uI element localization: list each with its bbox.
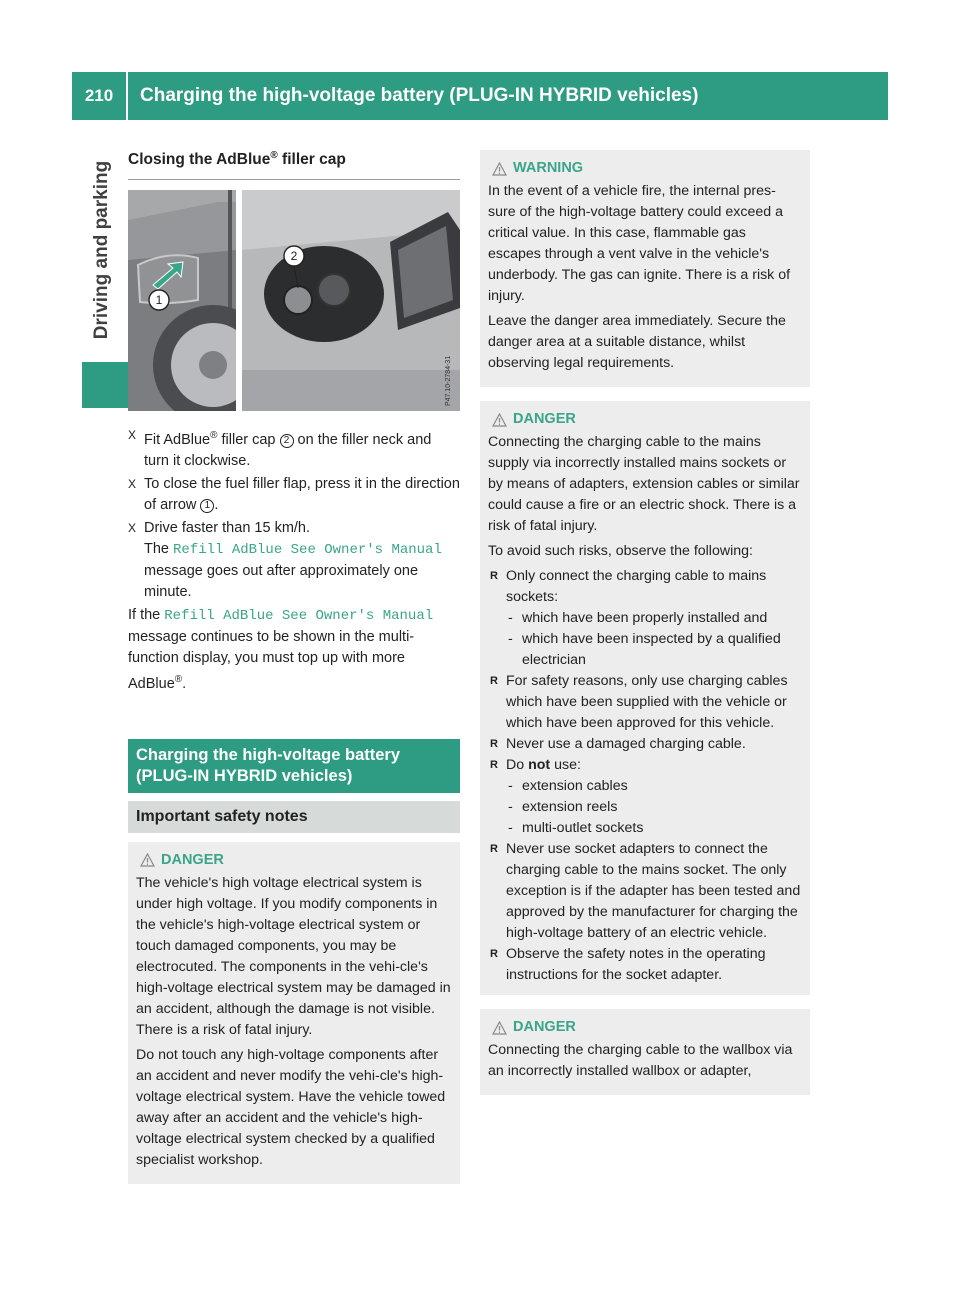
list-item: R Only connect the charging cable to mains sockets:: [490, 568, 767, 605]
side-tab-marker: [82, 362, 128, 408]
dash-icon: -: [508, 631, 513, 647]
danger-notice-mains-sockets: [480, 401, 810, 995]
danger-notice-high-voltage: [128, 842, 460, 1184]
alert-header: [140, 850, 452, 871]
dash-icon: -: [508, 799, 513, 815]
alert-text: Leave the danger area immediately. Secure the danger area at a suitable distance, whilst observing legal requirements.: [488, 313, 786, 371]
alert-header: [492, 1017, 802, 1038]
sub-list-item: - which have been inspected by a qualified electrician: [508, 631, 781, 668]
instruction-step-2: X To close the fuel filler flap, press it in the direction of arrow 1 .: [128, 475, 460, 513]
alert-label: DANGER: [161, 851, 224, 868]
bullet-icon: R: [490, 738, 498, 750]
sub-list-item: - which have been properly installed and: [488, 608, 802, 629]
page-number: 210: [84, 86, 114, 105]
sub-list-item: - extension cables: [488, 776, 802, 797]
instruction-step-3: X Drive faster than 15 km/h. The Refill AdBlue See Owner's Manual message goes out after approximately one minute.: [128, 519, 442, 600]
left-column: [128, 150, 460, 1184]
subsection-box-safety: Important safety notes: [128, 801, 460, 833]
warning-triangle-icon: [492, 413, 507, 427]
list-item: R Never use a damaged charging cable.: [488, 734, 802, 755]
step-arrow-icon: X: [128, 428, 137, 443]
sub-list-item: - extension reels: [488, 797, 802, 818]
dash-icon: -: [508, 778, 513, 794]
adblue-filler-figure: [128, 190, 460, 411]
list-item: R Observe the safety notes in the operating instructions for the socket adapter.: [490, 946, 766, 983]
side-section-label: Driving and parking: [91, 160, 112, 340]
instruction-step-1: X Fit AdBlue® filler cap 2 on the filler neck and turn it clockwise.: [128, 425, 460, 472]
warning-triangle-icon: [492, 1021, 507, 1035]
page-title: Charging the high-voltage battery (PLUG-IN HYBRID vehicles): [140, 85, 699, 106]
alert-header: [492, 158, 802, 179]
right-column: [480, 150, 810, 1095]
display-message: Refill AdBlue See Owner's Manual: [164, 607, 434, 624]
list-item: R Never use socket adapters to connect the charging cable to the mains socket. The only exception is if the adapter has been tested and approved by the manufacturer for charging the high-voltage battery of an electric vehicle.: [490, 841, 801, 941]
list-item: R Do not use:: [488, 755, 802, 776]
list-item: R For safety reasons, only use charging cables which have been supplied with the vehicle or which have been approved for this vehicle.: [490, 673, 788, 731]
step-arrow-icon: X: [128, 476, 137, 491]
alert-header: [492, 409, 802, 430]
alert-text: Do not touch any high-voltage components after an accident and never modify the vehi-cle's high-voltage electrical system. Have the vehicle towed away after an accident and the vehicle's high-voltage electrical system checked by a qualified specialist workshop.: [136, 1046, 446, 1168]
alert-text: To avoid such risks, observe the following:: [488, 543, 753, 559]
warning-triangle-icon: [140, 853, 155, 867]
warning-notice-battery-fire: [480, 150, 810, 387]
alert-text: The vehicle's high voltage electrical system is under high voltage. If you modify components in the vehicle's high-voltage electrical system or touch damaged components, you may be electrocuted. The components in the vehi-cle's high-voltage electrical system may be damaged in an accident, although the damage is not visible. There is a risk of fatal injury.: [136, 874, 451, 1038]
alert-label: DANGER: [513, 411, 576, 427]
bullet-icon: R: [490, 675, 498, 687]
alert-text: Connecting the charging cable to the mains supply via incorrectly installed mains sockets or by means of adapters, extension cables or similar could cause a fire or an electric shock. There is a risk of fatal injury.: [488, 434, 800, 534]
alert-text: Connecting the charging cable to the wallbox via an incorrectly installed wallbox or adapter,: [488, 1042, 793, 1079]
header-divider: [126, 72, 128, 120]
topup-paragraph: If the Refill AdBlue See Owner's Manual message continues to be shown in the multi-function display, you must top up with more AdBlue®.: [128, 606, 434, 692]
section-box-charging: Charging the high-voltage battery (PLUG-IN HYBRID vehicles): [128, 739, 460, 793]
display-message: Refill AdBlue See Owner's Manual: [173, 541, 442, 558]
dash-icon: -: [508, 610, 513, 626]
callout-1: 1: [155, 293, 163, 308]
callout-ref-2: 2: [280, 434, 294, 448]
dash-icon: -: [508, 820, 513, 836]
sub-list-item: - multi-outlet sockets: [488, 818, 802, 839]
alert-label: WARNING: [513, 160, 584, 176]
step-arrow-icon: X: [128, 520, 137, 535]
bullet-icon: R: [490, 948, 498, 960]
section-heading-adblue: Closing the AdBlue® filler cap: [128, 150, 346, 169]
alert-text: In the event of a vehicle fire, the internal pres-sure of the high-voltage battery could exceed a critical value. In this case, flammable gas escapes through a vent valve in the vehicle's underbody. The gas can ignite. There is a risk of injury.: [488, 183, 791, 304]
callout-2: 2: [290, 249, 298, 264]
side-section-title: [84, 160, 120, 340]
callout-ref-1: 1: [200, 499, 214, 513]
alert-label: DANGER: [513, 1019, 576, 1035]
bullet-icon: R: [490, 570, 498, 582]
danger-notice-wallbox: [480, 1009, 810, 1095]
warning-triangle-icon: [492, 162, 507, 176]
heading-rule: [128, 179, 460, 180]
figure-code: P47.10-2784-31: [445, 355, 452, 407]
bullet-icon: R: [490, 759, 498, 771]
adblue-illustration: [128, 190, 460, 411]
bullet-icon: R: [490, 843, 498, 855]
